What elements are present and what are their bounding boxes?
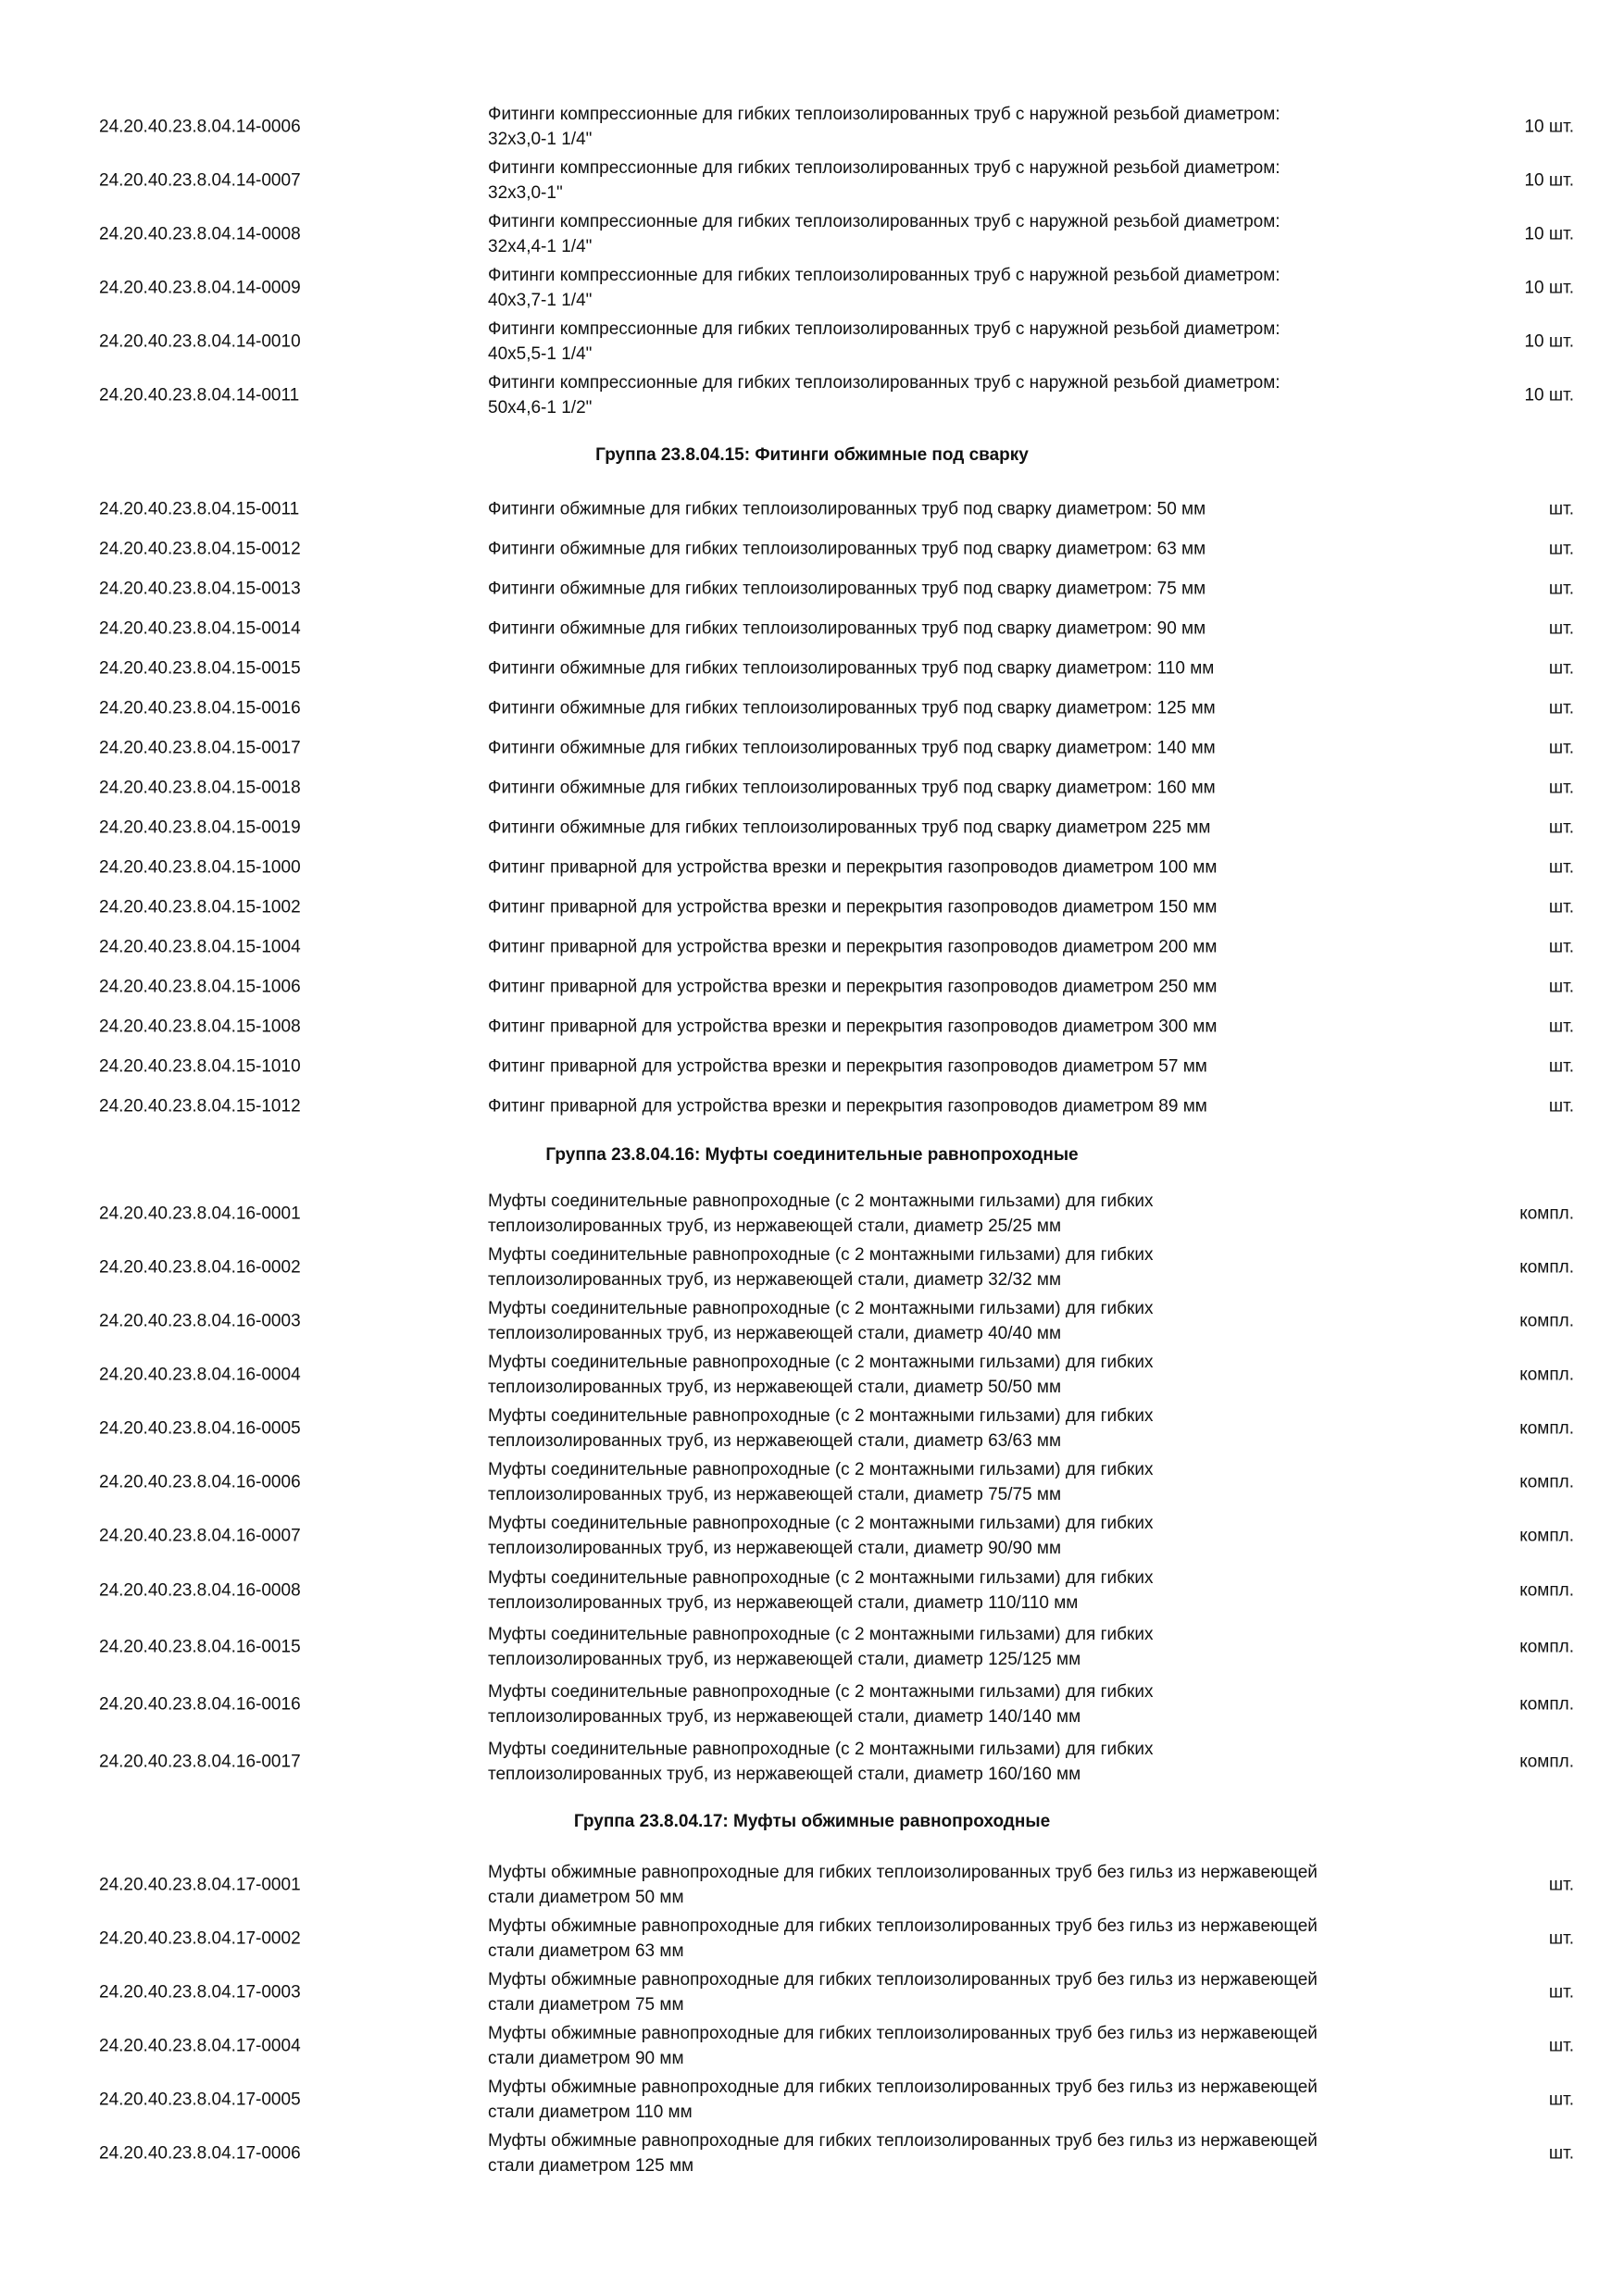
table-row bbox=[0, 1241, 1624, 1294]
row-code: 24.20.40.23.8.04.16-0005 bbox=[99, 1418, 301, 1439]
table-row bbox=[0, 315, 1624, 368]
row-description: Фитинги обжимные для гибких теплоизолированных труб под сварку диаметром: 50 мм bbox=[488, 499, 1206, 518]
row-description: Муфты соединительные равнопроходные (с 2 монтажными гильзами) для гибких теплоизолированных труб, из нержавеющей стали, диаметр 40/40 мм bbox=[488, 1299, 1154, 1343]
row-code: 24.20.40.23.8.04.14-0008 bbox=[99, 224, 301, 244]
row-unit: шт. bbox=[1548, 738, 1574, 757]
row-description: Фитинги обжимные для гибких теплоизолированных труб под сварку диаметром: 90 мм bbox=[488, 618, 1206, 638]
table-row bbox=[0, 807, 1624, 847]
row-unit: компл. bbox=[1519, 1204, 1574, 1224]
row-unit: шт. bbox=[1548, 857, 1574, 877]
table-row bbox=[0, 688, 1624, 728]
section-23-8-04-14 bbox=[0, 100, 1624, 422]
table-row bbox=[0, 529, 1624, 568]
row-unit: компл. bbox=[1519, 1752, 1574, 1772]
section-23-8-04-15 bbox=[0, 489, 1624, 1126]
table-row bbox=[0, 767, 1624, 807]
row-description: Фитинги компрессионные для гибких теплоизолированных труб с наружной резьбой диаметром: 32x3,0-1" bbox=[488, 158, 1280, 203]
row-code: 24.20.40.23.8.04.15-0016 bbox=[99, 698, 301, 718]
row-code: 24.20.40.23.8.04.15-1004 bbox=[99, 937, 301, 956]
table-row bbox=[0, 1187, 1624, 1241]
row-code: 24.20.40.23.8.04.16-0006 bbox=[99, 1472, 301, 1492]
row-description: Фитинги обжимные для гибких теплоизолированных труб под сварку диаметром: 75 мм bbox=[488, 579, 1206, 598]
row-unit: 10 шт. bbox=[1524, 117, 1574, 137]
row-description: Фитинг приварной для устройства врезки и перекрытия газопроводов диаметром 150 мм bbox=[488, 897, 1218, 917]
table-row bbox=[0, 1006, 1624, 1046]
row-code: 24.20.40.23.8.04.14-0006 bbox=[99, 117, 301, 137]
row-code: 24.20.40.23.8.04.16-0001 bbox=[99, 1204, 301, 1224]
row-code: 24.20.40.23.8.04.16-0015 bbox=[99, 1637, 301, 1657]
row-description: Муфты соединительные равнопроходные (с 2 монтажными гильзами) для гибких теплоизолированных труб, из нержавеющей стали, диаметр 140/140 мм bbox=[488, 1682, 1154, 1727]
table-row bbox=[0, 154, 1624, 207]
row-code: 24.20.40.23.8.04.14-0011 bbox=[99, 385, 300, 406]
row-description: Фитинг приварной для устройства врезки и перекрытия газопроводов диаметром 300 мм bbox=[488, 1017, 1218, 1036]
table-row bbox=[0, 1455, 1624, 1509]
row-unit: шт. bbox=[1548, 1875, 1574, 1895]
table-row bbox=[0, 2127, 1624, 2180]
row-unit: шт. bbox=[1548, 977, 1574, 996]
table-row bbox=[0, 2073, 1624, 2127]
row-description: Муфты соединительные равнопроходные (с 2 монтажными гильзами) для гибких теплоизолированных труб, из нержавеющей стали, диаметр 90/90 мм bbox=[488, 1514, 1154, 1558]
row-code: 24.20.40.23.8.04.15-0011 bbox=[99, 499, 300, 518]
table-row bbox=[0, 1733, 1624, 1791]
table-row bbox=[0, 648, 1624, 688]
row-code: 24.20.40.23.8.04.16-0008 bbox=[99, 1580, 301, 1601]
row-code: 24.20.40.23.8.04.14-0010 bbox=[99, 331, 301, 352]
row-description: Фитинги обжимные для гибких теплоизолированных труб под сварку диаметром: 140 мм bbox=[488, 738, 1216, 757]
row-description: Муфты соединительные равнопроходные (с 2 монтажными гильзами) для гибких теплоизолированных труб, из нержавеющей стали, диаметр 75/75 мм bbox=[488, 1460, 1154, 1504]
row-description: Фитинги компрессионные для гибких теплоизолированных труб с наружной резьбой диаметром: 40x3,7-1 1/4" bbox=[488, 266, 1280, 310]
row-unit: компл. bbox=[1519, 1311, 1574, 1331]
row-unit: компл. bbox=[1519, 1694, 1574, 1715]
table-row bbox=[0, 261, 1624, 315]
table-row bbox=[0, 967, 1624, 1006]
row-code: 24.20.40.23.8.04.15-0017 bbox=[99, 738, 301, 757]
table-row bbox=[0, 1402, 1624, 1455]
table-row bbox=[0, 1912, 1624, 1965]
row-unit: компл. bbox=[1519, 1418, 1574, 1439]
row-code: 24.20.40.23.8.04.15-1002 bbox=[99, 897, 301, 917]
row-description: Муфты обжимные равнопроходные для гибких теплоизолированных труб без гильз из нержавеющей стали диаметром 125 мм bbox=[488, 2131, 1318, 2176]
row-unit: шт. bbox=[1548, 1056, 1574, 1076]
row-description: Фитинг приварной для устройства врезки и перекрытия газопроводов диаметром 57 мм bbox=[488, 1056, 1207, 1076]
row-code: 24.20.40.23.8.04.15-0014 bbox=[99, 618, 301, 638]
table-row bbox=[0, 927, 1624, 967]
row-unit: компл. bbox=[1519, 1526, 1574, 1546]
table-row bbox=[0, 1046, 1624, 1086]
row-description: Фитинги обжимные для гибких теплоизолированных труб под сварку диаметром: 160 мм bbox=[488, 778, 1216, 797]
row-description: Муфты обжимные равнопроходные для гибких теплоизолированных труб без гильз из нержавеющей стали диаметром 63 мм bbox=[488, 1916, 1318, 1961]
table-row bbox=[0, 1563, 1624, 1618]
row-description: Муфты обжимные равнопроходные для гибких теплоизолированных труб без гильз из нержавеющей стали диаметром 50 мм bbox=[488, 1863, 1318, 1907]
row-description: Фитинги компрессионные для гибких теплоизолированных труб с наружной резьбой диаметром: 40x5,5-1 1/4" bbox=[488, 319, 1280, 364]
row-unit: 10 шт. bbox=[1524, 331, 1574, 352]
row-code: 24.20.40.23.8.04.16-0007 bbox=[99, 1526, 301, 1546]
row-unit: шт. bbox=[1548, 1928, 1574, 1949]
row-description: Фитинги компрессионные для гибких теплоизолированных труб с наружной резьбой диаметром: 50x4,6-1 1/2" bbox=[488, 373, 1280, 418]
row-description: Фитинги компрессионные для гибких теплоизолированных труб с наружной резьбой диаметром: 32x3,0-1 1/4" bbox=[488, 105, 1280, 149]
section-23-8-04-17 bbox=[0, 1858, 1624, 2180]
row-unit: шт. bbox=[1548, 539, 1574, 558]
row-unit: 10 шт. bbox=[1524, 385, 1574, 406]
row-unit: компл. bbox=[1519, 1637, 1574, 1657]
row-description: Фитинги обжимные для гибких теплоизолированных труб под сварку диаметром: 125 мм bbox=[488, 698, 1216, 718]
row-unit: шт. bbox=[1548, 499, 1574, 518]
table-row bbox=[0, 728, 1624, 767]
row-description: Муфты соединительные равнопроходные (с 2 монтажными гильзами) для гибких теплоизолированных труб, из нержавеющей стали, диаметр 50/50 мм bbox=[488, 1353, 1154, 1397]
row-code: 24.20.40.23.8.04.16-0003 bbox=[99, 1311, 301, 1331]
row-description: Фитинги обжимные для гибких теплоизолированных труб под сварку диаметром: 110 мм bbox=[488, 658, 1215, 678]
row-description: Фитинг приварной для устройства врезки и перекрытия газопроводов диаметром 200 мм bbox=[488, 937, 1218, 956]
row-unit: шт. bbox=[1548, 1096, 1574, 1116]
row-description: Муфты обжимные равнопроходные для гибких теплоизолированных труб без гильз из нержавеющей стали диаметром 90 мм bbox=[488, 2024, 1318, 2068]
table-row bbox=[0, 1348, 1624, 1402]
row-code: 24.20.40.23.8.04.15-0015 bbox=[99, 658, 301, 678]
row-code: 24.20.40.23.8.04.14-0007 bbox=[99, 170, 301, 191]
row-code: 24.20.40.23.8.04.17-0002 bbox=[99, 1928, 301, 1949]
row-unit: шт. bbox=[1548, 1982, 1574, 2003]
row-unit: компл. bbox=[1519, 1365, 1574, 1385]
row-description: Фитинг приварной для устройства врезки и перекрытия газопроводов диаметром 100 мм bbox=[488, 857, 1218, 877]
table-row bbox=[0, 489, 1624, 529]
row-code: 24.20.40.23.8.04.15-1010 bbox=[99, 1056, 301, 1076]
row-description: Фитинги обжимные для гибких теплоизолированных труб под сварку диаметром 225 мм bbox=[488, 817, 1211, 837]
table-row bbox=[0, 368, 1624, 422]
group-title: Группа 23.8.04.16: Муфты соединительные равнопроходные bbox=[545, 1145, 1079, 1165]
row-description: Муфты соединительные равнопроходные (с 2 монтажными гильзами) для гибких теплоизолированных труб, из нержавеющей стали, диаметр 25/25 мм bbox=[488, 1192, 1154, 1236]
group-title: Группа 23.8.04.15: Фитинги обжимные под сварку bbox=[595, 445, 1029, 465]
row-code: 24.20.40.23.8.04.15-0018 bbox=[99, 778, 301, 797]
row-unit: шт. bbox=[1548, 618, 1574, 638]
table-row bbox=[0, 1676, 1624, 1733]
group-title: Группа 23.8.04.17: Муфты обжимные равнопроходные bbox=[573, 1812, 1051, 1831]
row-description: Муфты обжимные равнопроходные для гибких теплоизолированных труб без гильз из нержавеющей стали диаметром 75 мм bbox=[488, 1970, 1318, 2015]
table-row bbox=[0, 568, 1624, 608]
row-unit: шт. bbox=[1548, 817, 1574, 837]
row-description: Муфты соединительные равнопроходные (с 2 монтажными гильзами) для гибких теплоизолированных труб, из нержавеющей стали, диаметр 125/125 мм bbox=[488, 1625, 1154, 1669]
row-unit: 10 шт. bbox=[1524, 278, 1574, 298]
row-description: Муфты соединительные равнопроходные (с 2 монтажными гильзами) для гибких теплоизолированных труб, из нержавеющей стали, диаметр 160/160 мм bbox=[488, 1740, 1154, 1784]
row-description: Фитинги компрессионные для гибких теплоизолированных труб с наружной резьбой диаметром: 32x4,4-1 1/4" bbox=[488, 212, 1280, 256]
row-unit: шт. bbox=[1548, 937, 1574, 956]
table-row bbox=[0, 2019, 1624, 2073]
row-unit: шт. bbox=[1548, 897, 1574, 917]
table-row bbox=[0, 1086, 1624, 1126]
row-code: 24.20.40.23.8.04.15-1008 bbox=[99, 1017, 301, 1036]
row-unit: шт. bbox=[1548, 2036, 1574, 2056]
table-row bbox=[0, 887, 1624, 927]
table-row bbox=[0, 1509, 1624, 1563]
row-code: 24.20.40.23.8.04.15-0012 bbox=[99, 539, 301, 558]
table-row bbox=[0, 1858, 1624, 1912]
row-unit: шт. bbox=[1548, 658, 1574, 678]
row-unit: шт. bbox=[1548, 778, 1574, 797]
row-code: 24.20.40.23.8.04.16-0016 bbox=[99, 1694, 301, 1715]
row-description: Муфты соединительные равнопроходные (с 2 монтажными гильзами) для гибких теплоизолированных труб, из нержавеющей стали, диаметр 110/110 мм bbox=[488, 1568, 1154, 1613]
row-code: 24.20.40.23.8.04.15-1006 bbox=[99, 977, 301, 996]
row-unit: шт. bbox=[1548, 698, 1574, 718]
row-code: 24.20.40.23.8.04.17-0004 bbox=[99, 2036, 301, 2056]
row-unit: шт. bbox=[1548, 2090, 1574, 2110]
table-row bbox=[0, 1618, 1624, 1676]
row-code: 24.20.40.23.8.04.17-0001 bbox=[99, 1875, 301, 1895]
row-description: Муфты обжимные равнопроходные для гибких теплоизолированных труб без гильз из нержавеющей стали диаметром 110 мм bbox=[488, 2078, 1318, 2122]
row-unit: шт. bbox=[1548, 2143, 1574, 2164]
row-code: 24.20.40.23.8.04.16-0017 bbox=[99, 1752, 301, 1772]
row-description: Фитинги обжимные для гибких теплоизолированных труб под сварку диаметром: 63 мм bbox=[488, 539, 1206, 558]
row-unit: шт. bbox=[1548, 1017, 1574, 1036]
row-code: 24.20.40.23.8.04.15-1012 bbox=[99, 1096, 301, 1116]
section-23-8-04-16 bbox=[0, 1187, 1624, 1791]
row-code: 24.20.40.23.8.04.15-1000 bbox=[99, 857, 301, 877]
row-unit: 10 шт. bbox=[1524, 224, 1574, 244]
table-row bbox=[0, 1294, 1624, 1348]
table-row bbox=[0, 207, 1624, 261]
table-row bbox=[0, 1965, 1624, 2019]
table-row bbox=[0, 847, 1624, 887]
row-description: Фитинг приварной для устройства врезки и перекрытия газопроводов диаметром 250 мм bbox=[488, 977, 1218, 996]
row-code: 24.20.40.23.8.04.15-0019 bbox=[99, 817, 301, 837]
row-code: 24.20.40.23.8.04.17-0005 bbox=[99, 2090, 301, 2110]
row-code: 24.20.40.23.8.04.14-0009 bbox=[99, 278, 301, 298]
row-unit: компл. bbox=[1519, 1257, 1574, 1278]
row-code: 24.20.40.23.8.04.15-0013 bbox=[99, 579, 301, 598]
row-description: Муфты соединительные равнопроходные (с 2 монтажными гильзами) для гибких теплоизолированных труб, из нержавеющей стали, диаметр 32/32 мм bbox=[488, 1245, 1154, 1290]
row-code: 24.20.40.23.8.04.17-0003 bbox=[99, 1982, 301, 2003]
row-description: Фитинг приварной для устройства врезки и перекрытия газопроводов диаметром 89 мм bbox=[488, 1096, 1207, 1116]
row-unit: компл. bbox=[1519, 1580, 1574, 1601]
row-description: Муфты соединительные равнопроходные (с 2 монтажными гильзами) для гибких теплоизолированных труб, из нержавеющей стали, диаметр 63/63 мм bbox=[488, 1406, 1154, 1451]
row-unit: шт. bbox=[1548, 579, 1574, 598]
row-unit: 10 шт. bbox=[1524, 170, 1574, 191]
row-code: 24.20.40.23.8.04.17-0006 bbox=[99, 2143, 301, 2164]
table-row bbox=[0, 608, 1624, 648]
row-unit: компл. bbox=[1519, 1472, 1574, 1492]
table-row bbox=[0, 100, 1624, 154]
row-code: 24.20.40.23.8.04.16-0004 bbox=[99, 1365, 301, 1385]
row-code: 24.20.40.23.8.04.16-0002 bbox=[99, 1257, 301, 1278]
